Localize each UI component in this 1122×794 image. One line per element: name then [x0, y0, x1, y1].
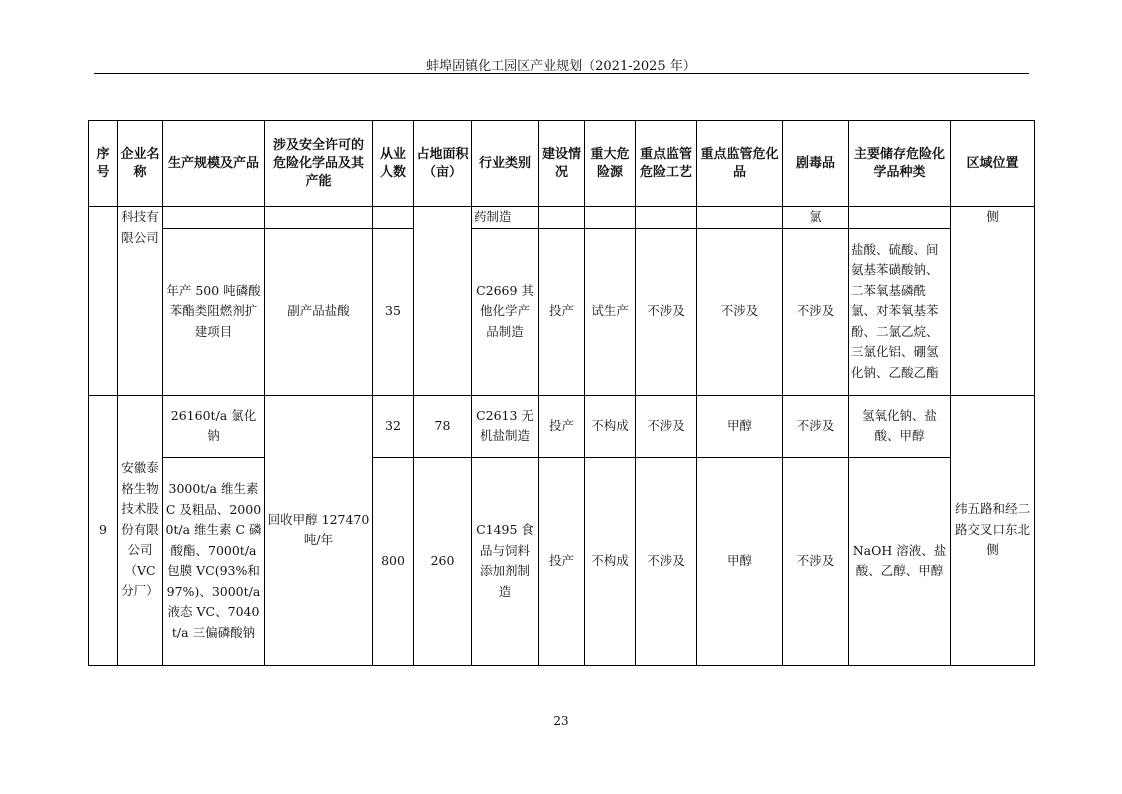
cell-storage	[849, 207, 951, 229]
cell-location: 纬五路和经二路交叉口东北侧	[951, 395, 1035, 665]
cell-chem	[697, 207, 783, 229]
table-row	[89, 207, 1035, 229]
cell-seq	[89, 207, 118, 396]
cell-status: 投产	[539, 395, 585, 457]
col-header-monitored-chem: 重点监管危化品	[697, 121, 783, 207]
cell-chem: 不涉及	[697, 228, 783, 395]
header-rule	[94, 73, 1029, 74]
cell-process: 不涉及	[636, 457, 697, 665]
cell-area: 260	[414, 457, 472, 665]
cell-toxic: 氯	[783, 207, 849, 229]
table-header-row	[89, 121, 1035, 207]
col-header-seq: 序号	[89, 121, 118, 207]
cell-staff: 800	[373, 457, 414, 665]
cell-industry: C2669 其他化学产品制造	[472, 228, 539, 395]
cell-area	[414, 207, 472, 396]
page-number: 23	[553, 714, 569, 728]
cell-toxic: 不涉及	[783, 228, 849, 395]
col-header-industry: 行业类别	[472, 121, 539, 207]
enterprise-table	[88, 120, 1035, 666]
running-header: 蚌埠固镇化工园区产业规划（2021-2025 年）	[426, 59, 696, 74]
table-row	[89, 457, 1035, 665]
col-header-major-hazard: 重大危险源	[585, 121, 636, 207]
cell-product	[163, 207, 265, 229]
cell-status: 投产	[539, 457, 585, 665]
col-header-storage: 主要储存危险化学品种类	[849, 121, 951, 207]
cell-status: 投产	[539, 228, 585, 395]
cell-staff: 32	[373, 395, 414, 457]
col-header-product: 生产规模及产品	[163, 121, 265, 207]
col-header-staff: 从业人数	[373, 121, 414, 207]
col-header-toxic: 剧毒品	[783, 121, 849, 207]
cell-staff	[373, 207, 414, 229]
col-header-process: 重点监管危险工艺	[636, 121, 697, 207]
cell-area: 78	[414, 395, 472, 457]
cell-chem: 甲醇	[697, 457, 783, 665]
col-header-hazard-chem: 涉及安全许可的危险化学品及其产能	[265, 121, 373, 207]
cell-industry: C1495 食品与饲料添加剂制造	[472, 457, 539, 665]
cell-major: 不构成	[585, 457, 636, 665]
cell-seq: 9	[89, 395, 118, 665]
col-header-location: 区域位置	[951, 121, 1035, 207]
cell-major	[585, 207, 636, 229]
table-row	[89, 395, 1035, 457]
cell-product: 3000t/a 维生素 C 及粗品、20000t/a 维生素 C 磷酸酯、7000t/a 包膜 VC(93%和 97%)、3000t/a 液态 VC、7040t/a 三偏磷酸钠	[163, 457, 265, 665]
cell-company: 科技有限公司	[118, 207, 163, 396]
cell-status	[539, 207, 585, 229]
cell-major: 试生产	[585, 228, 636, 395]
cell-hazard: 回收甲醇 127470 吨/年	[265, 395, 373, 665]
cell-product: 26160t/a 氯化钠	[163, 395, 265, 457]
cell-product: 年产 500 吨磷酸苯酯类阻燃剂扩建项目	[163, 228, 265, 395]
cell-industry: 药制造	[472, 207, 539, 229]
cell-hazard	[265, 207, 373, 229]
cell-major: 不构成	[585, 395, 636, 457]
col-header-status: 建设情况	[539, 121, 585, 207]
table-row	[89, 228, 1035, 395]
cell-process: 不涉及	[636, 395, 697, 457]
cell-process	[636, 207, 697, 229]
col-header-area: 占地面积（亩）	[414, 121, 472, 207]
cell-staff: 35	[373, 228, 414, 395]
cell-toxic: 不涉及	[783, 395, 849, 457]
cell-storage: 盐酸、硫酸、间氨基苯磺酸钠、二苯氧基磷酰氯、对苯氧基苯酚、二氯乙烷、三氯化铝、硼氢化钠、乙酸乙酯	[849, 228, 951, 395]
cell-toxic: 不涉及	[783, 457, 849, 665]
cell-storage: NaOH 溶液、盐酸、乙醇、甲醇	[849, 457, 951, 665]
cell-industry: C2613 无机盐制造	[472, 395, 539, 457]
cell-location: 侧	[951, 207, 1035, 396]
cell-storage: 氢氧化钠、盐酸、甲醇	[849, 395, 951, 457]
cell-hazard: 副产品盐酸	[265, 228, 373, 395]
cell-chem: 甲醇	[697, 395, 783, 457]
cell-company: 安徽泰格生物技术股份有限公司（VC分厂）	[118, 395, 163, 665]
col-header-company: 企业名称	[118, 121, 163, 207]
cell-process: 不涉及	[636, 228, 697, 395]
